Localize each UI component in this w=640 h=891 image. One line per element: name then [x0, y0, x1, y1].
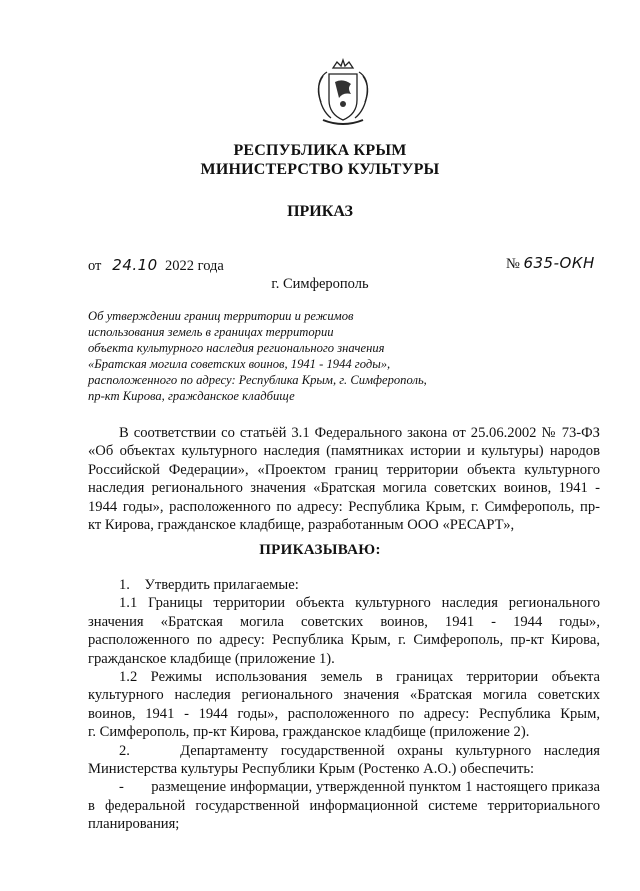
- crimea-coat-of-arms-icon: [311, 58, 375, 128]
- item-1-2-line: культурного наследия регионального значения «Братская могила советских: [88, 687, 600, 704]
- subject-line: объекта культурного наследия регионального значения: [88, 341, 385, 355]
- subject-line: использования земель в границах территории: [88, 325, 334, 339]
- subject-line: Об утверждении границ территории и режимов: [88, 309, 354, 323]
- item-1-2-line: 1.2 Режимы использования земель в границах территории объекта: [119, 669, 600, 686]
- document-type: ПРИКАЗ: [287, 203, 353, 220]
- subject-line: расположенного по адресу: Республика Крым, г. Симферополь,: [88, 373, 427, 387]
- item-1: 1. Утвердить прилагаемые:: [119, 577, 299, 593]
- item-1-1-line: гражданское кладбище (приложение 1).: [88, 650, 335, 667]
- item-2-line: Министерства культуры Республики Крым (Ростенко А.О.) обеспечить:: [88, 761, 535, 778]
- order-word: ПРИКАЗЫВАЮ:: [259, 542, 381, 558]
- item-1-2-line: г. Симферополь, пр-кт Кирова, гражданское кладбище (приложение 2).: [88, 724, 530, 741]
- subject-line: пр-кт Кирова, гражданское кладбище: [88, 389, 295, 403]
- preamble-line: В соответствии со статьёй 3.1 Федерального закона от 25.06.2002 № 73-ФЗ: [119, 425, 600, 441]
- region-title: РЕСПУБЛИКА КРЫМ: [233, 142, 407, 159]
- ministry-title: МИНИСТЕРСТВО КУЛЬТУРЫ: [200, 161, 440, 178]
- bullet-line: в федеральной государственной информационной системе территориального: [88, 797, 600, 814]
- preamble-line: «Об объектах культурного наследия (памятниках истории и культуры) народов: [88, 443, 600, 460]
- bullet-line: планирования;: [88, 816, 180, 833]
- item-1-1-line: значения «Братская могила советских воинов, 1941 - 1944 годы»,: [88, 613, 600, 630]
- item-1-1-line: расположенного по адресу: Республика Крым, г. Симферополь, пр-кт Кирова,: [88, 632, 600, 649]
- number-sign: №: [506, 256, 520, 272]
- preamble-line: наследия регионального значения «Братская могила советских воинов, 1941 -: [88, 480, 600, 497]
- preamble-line: 1944 годы», расположенного по адресу: Республика Крым, г. Симферополь, пр-: [88, 498, 600, 515]
- preamble: [88, 424, 600, 534]
- subject-block: [88, 308, 428, 404]
- preamble-line: Российской Федерации», «Проектом границ территории объекта культурного: [88, 461, 600, 478]
- item-1-2-line: воинов, 1941 - 1944 годы», расположенного по адресу: Республика Крым,: [88, 705, 600, 722]
- city-line: г. Симферополь: [271, 276, 369, 292]
- handwritten-date: 24.10: [112, 256, 158, 274]
- subject-line: «Братская могила советских воинов, 1941 - 1944 годы»,: [88, 357, 391, 371]
- date-prefix: от: [88, 258, 102, 274]
- order-number: [506, 254, 595, 273]
- item-2-line: 2. Департаменту государственной охраны культурного наследия: [119, 742, 600, 759]
- order-items: [88, 576, 600, 834]
- date-line: [88, 256, 224, 275]
- date-year: 2022 года: [164, 258, 224, 274]
- item-1-1-line: 1.1 Границы территории объекта культурного наследия регионального: [119, 595, 600, 612]
- preamble-line: кт Кирова, гражданское кладбище, разработанным ООО «РЕСАРТ»,: [88, 517, 515, 534]
- handwritten-number: 635-ОКН: [523, 254, 595, 272]
- bullet-line: - размещение информации, утвержденной пунктом 1 настоящего приказа: [119, 779, 600, 796]
